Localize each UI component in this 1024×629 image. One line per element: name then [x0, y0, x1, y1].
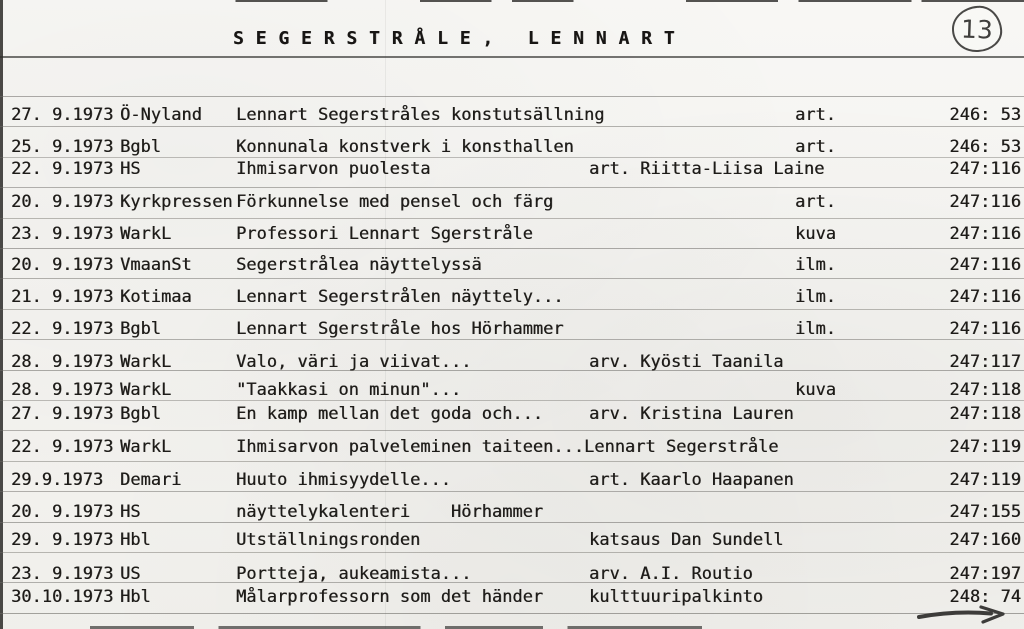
entry-note: art. [795, 137, 836, 157]
rule-line [0, 96, 1024, 97]
entry-publication: Hbl [120, 587, 151, 607]
entry-title: Professori Lennart Sgerstråle [236, 224, 533, 244]
entry-publication: US [120, 564, 141, 584]
entry-row [0, 587, 1024, 607]
entry-title: Målarprofessorn som det händer [236, 587, 544, 607]
entry-date: 23. 9.1973 [11, 224, 114, 244]
entry-title: näyttelykalenteri Hörhammer [236, 502, 544, 522]
entry-title: Förkunnelse med pensel och färg [236, 192, 554, 212]
entry-note: arv. Kristina Lauren [589, 404, 794, 424]
entry-ref: 247:119 [949, 437, 1021, 457]
entry-publication: VmaanSt [120, 255, 192, 275]
heading-rule [0, 56, 1024, 58]
entry-publication: Kotimaa [120, 287, 192, 307]
entry-publication: WarkL [120, 224, 172, 244]
entry-note: arv. Kyösti Taanila [589, 352, 784, 372]
rule-line [0, 339, 1024, 340]
rule-line [0, 278, 1024, 279]
entry-ref: 247:118 [949, 404, 1021, 424]
entry-publication: Hbl [120, 530, 151, 550]
entry-publication: Bgbl [120, 137, 161, 157]
entry-ref: 246: 53 [949, 105, 1021, 125]
arrow-annotation [915, 604, 1011, 626]
entry-date: 28. 9.1973 [11, 380, 114, 400]
entry-publication: Ö-Nyland [120, 105, 202, 125]
rule-line [0, 430, 1024, 431]
entry-note: ilm. [795, 255, 836, 275]
rule-line [0, 187, 1024, 188]
rule-line [0, 461, 1024, 462]
entry-publication: WarkL [120, 437, 172, 457]
entry-date: 22. 9.1973 [11, 437, 114, 457]
entry-publication: Bgbl [120, 319, 161, 339]
entry-title: En kamp mellan det goda och... [236, 404, 544, 424]
entry-date: 29. 9.1973 [11, 530, 114, 550]
entry-note: ilm. [795, 287, 836, 307]
entry-publication: HS [120, 159, 141, 179]
entry-title: Valo, väri ja viivat... [236, 352, 472, 372]
entry-ref: 247:197 [949, 564, 1021, 584]
entry-note: kulttuuripalkinto [589, 587, 763, 607]
entry-date: 22. 9.1973 [11, 319, 114, 339]
page-number: 13 [960, 13, 994, 45]
entry-publication: Demari [120, 470, 182, 490]
page-number-annotation [950, 4, 1003, 53]
entry-note: ilm. [795, 319, 836, 339]
entry-ref: 247:116 [949, 287, 1021, 307]
rule-line [0, 218, 1024, 219]
entry-title: Ihmisarvon palveleminen taiteen...Lennart Segerstråle [236, 437, 779, 457]
entry-note: katsaus Dan Sundell [589, 530, 784, 550]
entry-row [0, 352, 1024, 372]
entry-row [0, 404, 1024, 424]
entry-row [0, 470, 1024, 490]
entry-note: arv. A.I. Routio [589, 564, 753, 584]
entry-row [0, 502, 1024, 522]
entry-note: art. Riitta-Liisa Laine [589, 159, 825, 179]
entry-date: 20. 9.1973 [11, 255, 114, 275]
entry-ref: 247:118 [949, 380, 1021, 400]
rule-line [0, 248, 1024, 249]
page-title: S E G E R S T R Å L E , L E N N A R T [233, 28, 676, 49]
entry-ref: 247:117 [949, 352, 1021, 372]
entry-ref: 248: 74 [949, 587, 1021, 607]
entry-note: art. [795, 105, 836, 125]
entry-row [0, 530, 1024, 550]
entry-title: "Taakkasi on minun"... [236, 380, 462, 400]
entry-date: 20. 9.1973 [11, 192, 114, 212]
entry-ref: 247:155 [949, 502, 1021, 522]
entry-title: Ihmisarvon puolesta [236, 159, 431, 179]
entry-ref: 247:119 [949, 470, 1021, 490]
entry-row [0, 255, 1024, 275]
entry-title: Segerstrålea näyttelyssä [236, 255, 482, 275]
entry-row [0, 192, 1024, 212]
entry-date: 28. 9.1973 [11, 352, 114, 372]
entry-note: art. [795, 192, 836, 212]
entry-title: Konnunala konstverk i konsthallen [236, 137, 574, 157]
entry-title: Huuto ihmisyydelle... [236, 470, 451, 490]
entry-date: 21. 9.1973 [11, 287, 114, 307]
entry-row [0, 319, 1024, 339]
entry-ref: 246: 53 [949, 137, 1021, 157]
entry-row [0, 224, 1024, 244]
entry-title: Lennart Sgerstråle hos Hörhammer [236, 319, 564, 339]
entry-date: 20. 9.1973 [11, 502, 114, 522]
entry-date: 27. 9.1973 [11, 105, 114, 125]
entry-row [0, 105, 1024, 125]
rule-line [0, 309, 1024, 310]
entry-publication: WarkL [120, 380, 172, 400]
entry-note: kuva [795, 224, 836, 244]
scan-top-edge [0, 0, 1024, 2]
entry-ref: 247:116 [949, 159, 1021, 179]
rule-line [0, 400, 1024, 401]
entry-title: Lennart Segerstråles konstutsällning [236, 105, 605, 125]
entry-row [0, 564, 1024, 584]
rule-line [0, 491, 1024, 492]
entry-title: Portteja, aukeamista... [236, 564, 472, 584]
entry-row [0, 437, 1024, 457]
entry-row [0, 287, 1024, 307]
entry-date: 27. 9.1973 [11, 404, 114, 424]
entry-ref: 247:116 [949, 192, 1021, 212]
entry-publication: Kyrkpressen [120, 192, 233, 212]
entry-ref: 247:116 [949, 224, 1021, 244]
entry-date: 29.9.1973 [11, 470, 104, 490]
entry-date: 25. 9.1973 [11, 137, 114, 157]
entry-ref: 247:116 [949, 319, 1021, 339]
rule-line [0, 126, 1024, 127]
entry-date: 22. 9.1973 [11, 159, 114, 179]
entry-publication: WarkL [120, 352, 172, 372]
entry-publication: Bgbl [120, 404, 161, 424]
entry-ref: 247:116 [949, 255, 1021, 275]
entry-publication: HS [120, 502, 141, 522]
entry-ref: 247:160 [949, 530, 1021, 550]
entry-note: kuva [795, 380, 836, 400]
entry-title: Lennart Segerstrålen näyttely... [236, 287, 564, 307]
entry-row [0, 380, 1024, 400]
entry-date: 30.10.1973 [11, 587, 114, 607]
entry-date: 23. 9.1973 [11, 564, 114, 584]
entry-row [0, 137, 1024, 157]
rule-line [0, 552, 1024, 553]
rule-line [0, 613, 1024, 614]
entry-note: art. Kaarlo Haapanen [589, 470, 794, 490]
entry-row [0, 159, 1024, 179]
entry-title: Utställningsronden [236, 530, 421, 550]
